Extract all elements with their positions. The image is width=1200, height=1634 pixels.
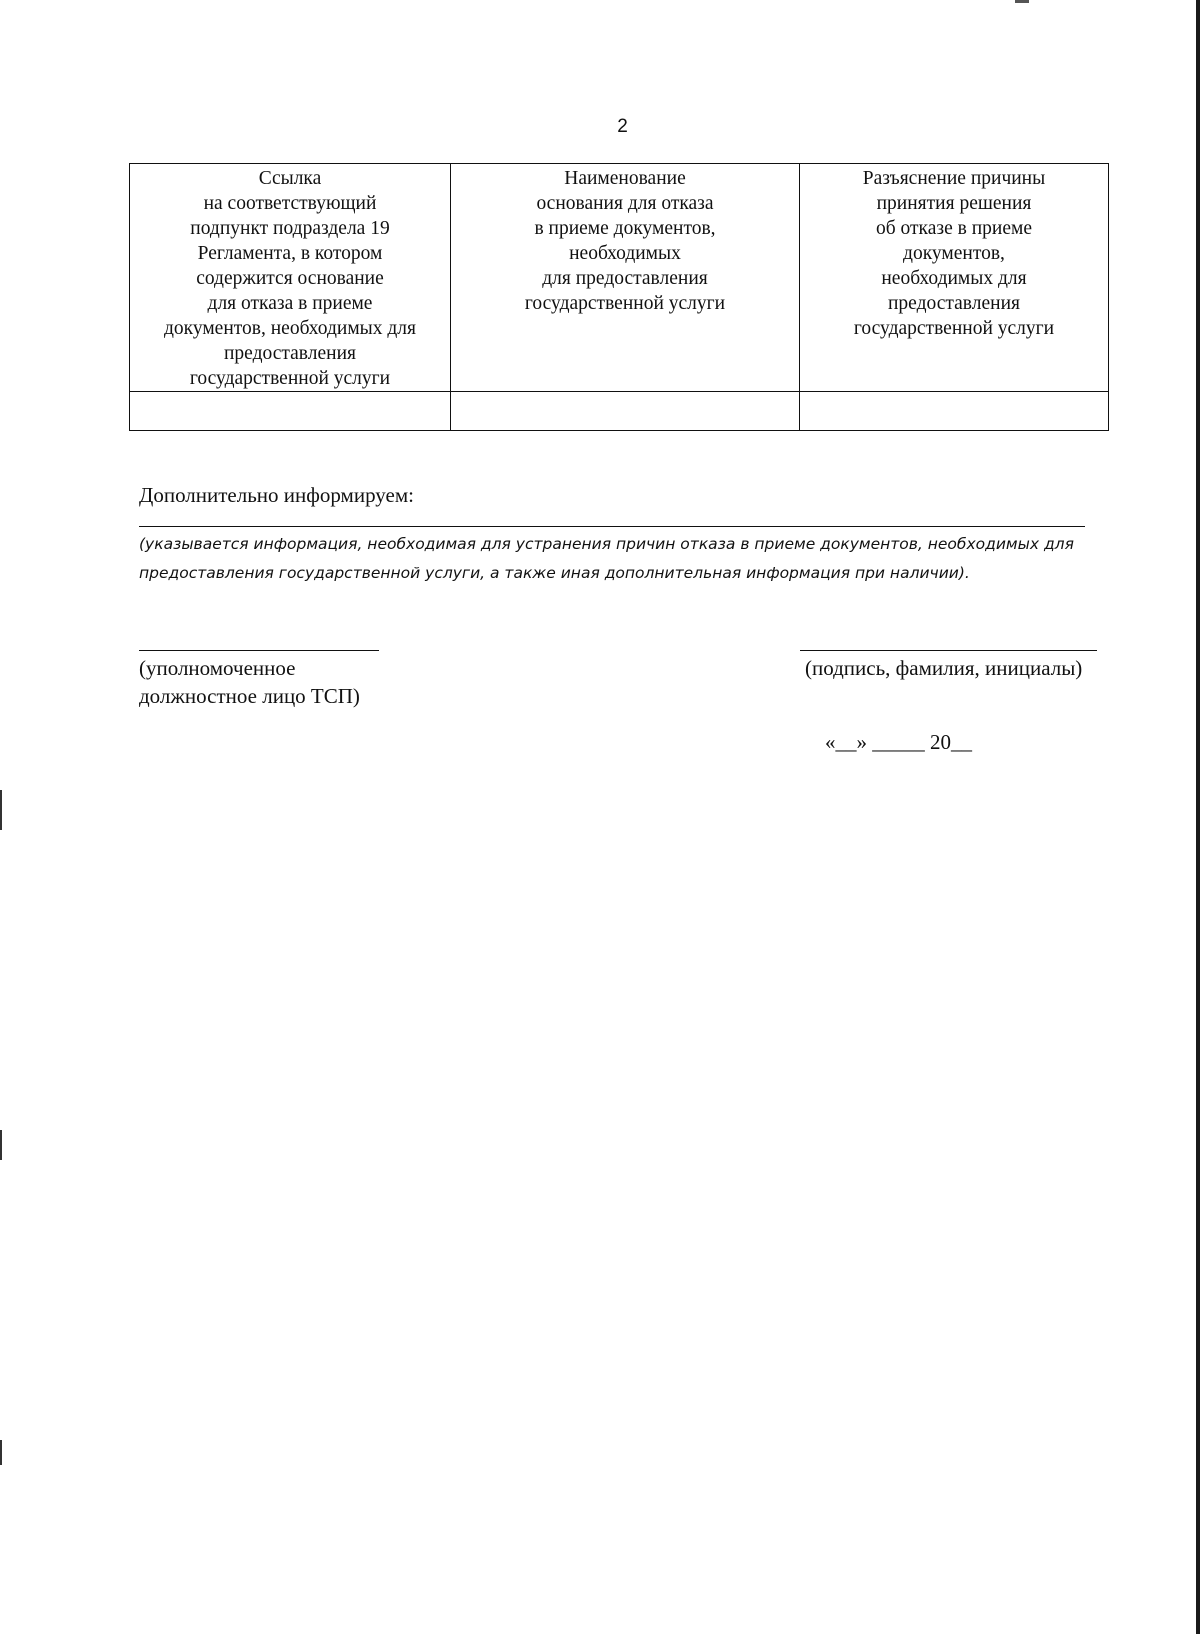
caption-line: должностное лицо ТСП) (139, 684, 360, 708)
page-number: 2 (617, 116, 628, 137)
header-cell-explanation (800, 164, 1109, 392)
header-text-line: государственной услуги (853, 318, 1055, 339)
header-text-line: для отказа в приеме (207, 293, 373, 314)
header-text-line: в приеме документов, (534, 218, 716, 239)
signature-caption: (подпись, фамилия, инициалы) (805, 656, 1083, 680)
scan-edge-left (0, 1130, 2, 1160)
additional-info-fill-line (139, 526, 1085, 527)
header-text-line: необходимых (569, 243, 681, 264)
hint-line: (указывается информация, необходимая для устранения причин отказа в приеме документов, необходимых для (139, 535, 1074, 553)
header-text-line: об отказе в приеме (876, 218, 1032, 239)
header-text-line: Ссылка (258, 168, 322, 189)
table-row (130, 392, 1109, 431)
authorized-official-caption (139, 654, 360, 710)
header-text-line: предоставления (888, 293, 1020, 314)
header-text-line: государственной услуги (524, 293, 726, 314)
header-text-line: Разъяснение причины (862, 168, 1046, 189)
additional-info-label: Дополнительно информируем: (139, 483, 414, 507)
scan-edge-left (0, 790, 2, 830)
table-header-row (130, 164, 1109, 392)
signature-fill-line (800, 650, 1097, 651)
header-text-line: государственной услуги (189, 368, 391, 389)
table-cell (130, 392, 451, 431)
header-text-line: предоставления (224, 343, 356, 364)
table-cell (451, 392, 800, 431)
refusal-reasons-table (129, 163, 1109, 431)
header-text-line: основания для отказа (536, 193, 714, 214)
header-cell-reference (130, 164, 451, 392)
header-text-line: Наименование (564, 168, 686, 189)
header-text-line: принятия решения (876, 193, 1032, 214)
header-text-line: подпункт подраздела 19 (190, 218, 390, 239)
scan-edge-right (1196, 0, 1200, 1634)
header-text-line: на соответствующий (203, 193, 377, 214)
date-placeholder: «__» _____ 20__ (825, 730, 972, 754)
header-text-line: необходимых для (881, 268, 1027, 289)
table-cell (800, 392, 1109, 431)
official-fill-line (139, 650, 379, 651)
header-text-line: документов, необходимых для (163, 318, 417, 339)
hint-line: предоставления государственной услуги, а также иная дополнительная информация при наличии). (139, 564, 970, 582)
scan-mark-top (1015, 0, 1029, 3)
additional-info-hint (139, 530, 1099, 588)
caption-line: (уполномоченное (139, 656, 296, 680)
header-text-line: Регламента, в котором (197, 243, 383, 264)
header-text-line: документов, (903, 243, 1005, 264)
header-text-line: содержится основание (196, 268, 384, 289)
header-cell-reason-name (451, 164, 800, 392)
header-text-line: для предоставления (542, 268, 708, 289)
scan-edge-left (0, 1440, 2, 1465)
